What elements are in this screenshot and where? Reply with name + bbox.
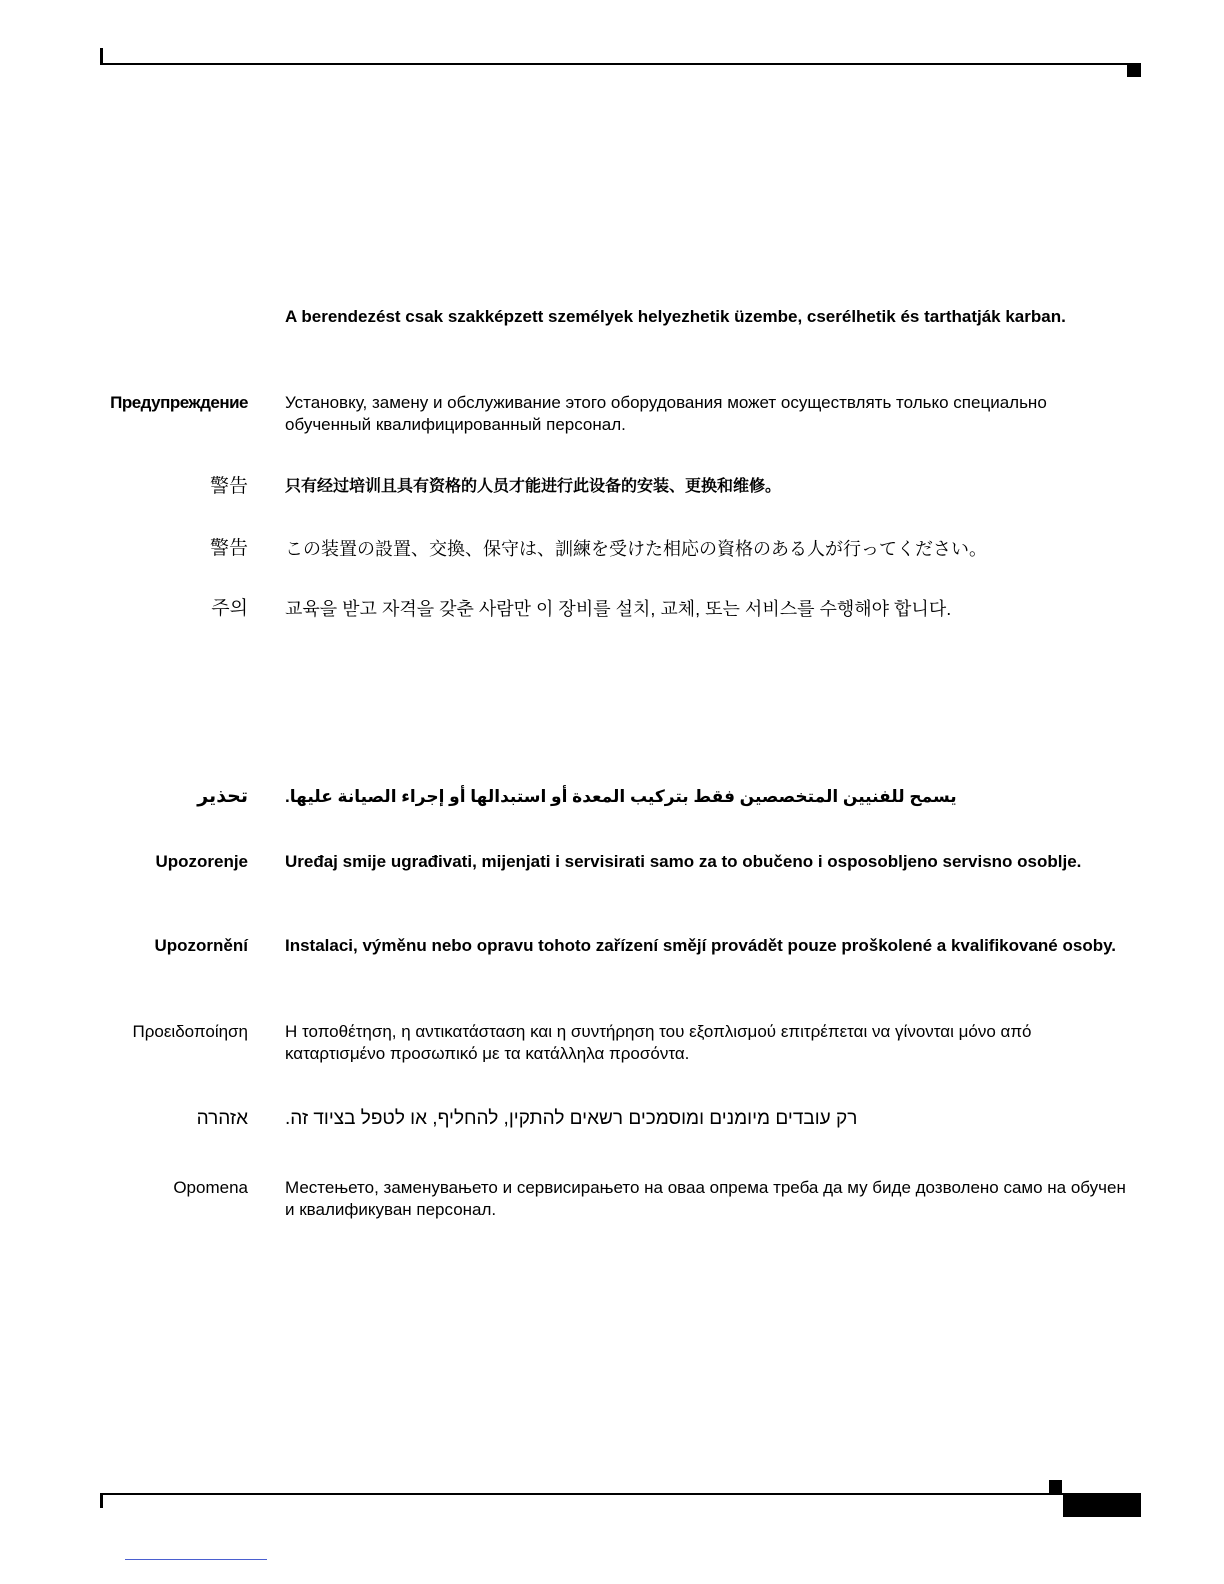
warning-label-czech: Upozornění: [154, 936, 248, 955]
warning-label-arabic: تحذير: [197, 786, 248, 807]
footer-rule: [100, 1493, 1141, 1495]
warning-text-greek: Η τοποθέτηση, η αντικατάσταση και η συντήρηση του εξοπλισμού επιτρέπεται να γίνονται μόνο από καταρτισμένο προσωπικό με τα κατάλληλα προσόντα.: [285, 1022, 1032, 1063]
warning-label-chinese: 警告: [209, 476, 248, 497]
warning-text-chinese: 只有经过培训且具有资格的人员才能进行此设备的安装、更换和维修。: [285, 478, 782, 495]
warning-text-croatian: Uređaj smije ugrađivati, mijenjati i servisirati samo za to obučeno i osposobljeno servisno osoblje.: [285, 852, 1082, 871]
warning-label-croatian: Upozorenje: [155, 852, 248, 871]
warning-label-russian: Предупреждение: [110, 393, 248, 412]
header-tick-mark: [100, 48, 103, 64]
header-rule: [100, 63, 1141, 65]
warning-text-hungarian: A berendezést csak szakképzett személyek helyezhetik üzembe, cserélhetik és tarthatják karban.: [285, 307, 1066, 326]
warning-text-japanese: この装置の設置、交換、保守は、訓練を受けた相応の資格のある人が行ってください。: [285, 539, 987, 559]
footer-link-underline[interactable]: [125, 1559, 267, 1560]
warning-label-korean: 주의: [211, 598, 248, 619]
warning-label-greek: Προειδοποίηση: [132, 1022, 248, 1041]
warning-text-russian: Установку, замену и обслуживание этого оборудования может осуществлять только специально обученный квалифицированный персонал.: [285, 393, 1047, 434]
warning-label-hebrew: אזהרה: [196, 1108, 248, 1129]
warning-text-arabic: يسمح للفنيين المتخصصين فقط بتركيب المعدة أو استبدالها أو إجراء الصيانة عليها.: [285, 787, 957, 806]
warning-text-czech: Instalaci, výměnu nebo opravu tohoto zařízení smějí provádět pouze proškolené a kvalifikované osoby.: [285, 936, 1117, 955]
warning-label-japanese: 警告: [209, 538, 248, 559]
footer-tick-mark: [100, 1494, 103, 1508]
warning-text-macedonian: Местењето, заменувањето и сервисирањето на оваа опрема треба да му биде дозволено само на обучен и квалификуван персонал.: [285, 1178, 1126, 1219]
footer-page-number-block: [1063, 1495, 1141, 1517]
warning-text-hebrew: רק עובדים מיומנים ומוסמכים רשאים להתקין, להחליף, או לטפל בציוד זה.: [285, 1108, 858, 1129]
footer-corner-square: [1049, 1480, 1062, 1493]
warning-text-korean: 교육을 받고 자격을 갖춘 사람만 이 장비를 설치, 교체, 또는 서비스를 수행해야 합니다.: [285, 599, 952, 619]
header-corner-square: [1127, 65, 1141, 77]
warning-label-macedonian: Opomena: [173, 1178, 248, 1197]
